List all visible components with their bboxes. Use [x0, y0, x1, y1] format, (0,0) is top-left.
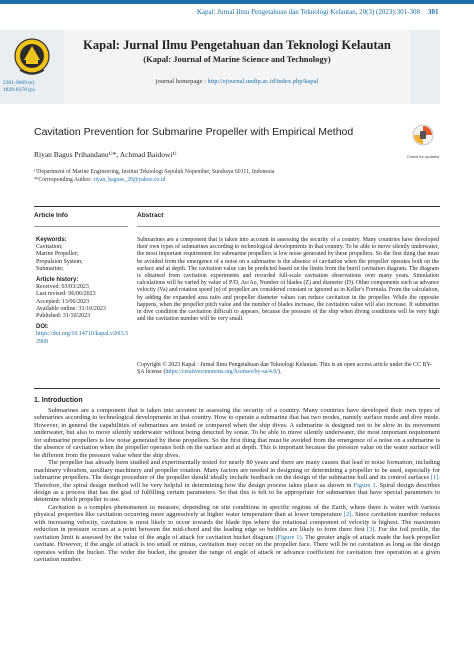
- homepage-label: journal homepage :: [155, 78, 208, 85]
- doi-link[interactable]: https://doi.org/10.14710/kapal.v20i3.52960: [36, 331, 129, 345]
- figure-link[interactable]: Figure 1: [353, 481, 376, 489]
- history-item: Last revised: 06/06/2023: [36, 291, 96, 298]
- history-item: Accepted: 13/06/2023: [36, 298, 90, 305]
- intro-text: . The greater angle of attack made the back propeller cavitate. However, if the angle of attack is too small or minus, cavitation may occur on the propeller face. There will be no cavitation as long as the design operates within the bucket. The wider the bucket, the greater the range of angle of attack or advance coefficient for cavitation free operation at a given cavitation number.: [34, 533, 440, 564]
- keyword-item: Cavitation;: [36, 244, 63, 251]
- citation-link[interactable]: [1]: [430, 474, 439, 482]
- copyright-end: ).: [277, 369, 282, 376]
- affiliation: ¹⁾Department of Marine Engineering, Institut Teknologi Sepuluh Nopember, Surabaya 60111, Indonesia: [34, 169, 275, 175]
- check-for-updates-label: Check for updates: [406, 154, 440, 159]
- keywords-label: Keywords:: [36, 237, 67, 243]
- corresponding-label: *⁾Corresponding Author:: [34, 177, 94, 183]
- corresponding-email-link[interactable]: riyan_bagoes_20@yahoo.co.id: [93, 177, 166, 183]
- citation-link[interactable]: [3]: [366, 526, 375, 534]
- keyword-item: Marine Propeller;: [36, 251, 79, 258]
- history-item: Published: 31/10/2023: [36, 313, 91, 320]
- check-for-updates-icon[interactable]: [412, 124, 434, 154]
- logo-block: [0, 30, 64, 104]
- intro-text: . Since cavitation number reduces with increasing velocity, cavitation is most likely to occur towards the blade tips where the rotational component of velocity is highest. The maximum reduction in pressure occurs at a point between the mid-chord and the leading edge so bubbles are likely to form there first: [34, 511, 440, 534]
- journal-masthead: [0, 30, 474, 104]
- article-authors: Riyan Bagus Prihandanu¹⁾*, Achmad Baidowi¹⁾: [34, 150, 177, 159]
- copyright-notice: [137, 362, 439, 376]
- info-underline: [34, 226, 128, 227]
- intro-paragraph: Submarines are a component that is taken into account in assessing the security of a country. Many countries have developed their own types of submarines according to technological developments in that country. How to operate a submarine that has two modes, namely surface mode and dive mode. However, in general the capabilities of submarines are tested or compared when the ship dives. A submarine is designed not to be slow in its movement underwater, but also to move silently underwater without being detected by sonar. To be able to move silently underwater, the most important requirement for submarine propellers is low noise generated by these propellers. So the first thing that must be avoided from the emergence of a noise on a submarine is the absence of cavitation when the propeller operates both on the surface and at depth. This is important because the pressure value on the water surface will be different from the pressure value when the ship dives.: [34, 407, 440, 459]
- article-info-panel: [36, 237, 131, 346]
- masthead-right-panel: [410, 30, 440, 104]
- section-bottom-rule: [34, 388, 440, 389]
- intro-text: The propeller has already been studied and experimentally tested for nearly 80 years and there are many causes that lead to noise formation, including machinery vibration, auxiliary machinery and propeller rotation. Many factors are needed in designing or determining a propeller to be used, especially for submarine propellers. The design procedure of the propeller should ideally include feedback on the design of the submarine hull and its control surfaces: [34, 459, 440, 482]
- license-link[interactable]: https://creativecommons.org/licenses/by-sa/4.0/: [165, 369, 278, 376]
- intro-text: . For the foil profile, the cavitation limit is assessed by the value of the angle of attack for cavitation bucket diagram: [34, 526, 440, 541]
- author-affiliations: [34, 168, 434, 184]
- running-head: Kapal: Jurnal Ilmu Pengetahuan dan Teknologi Kelautan, 20(3) (2023):301-308: [196, 8, 420, 16]
- history-item: Available online: 31/10/2023: [36, 305, 106, 312]
- journal-homepage: [64, 78, 410, 85]
- copyright-text: Copyright © 2023 Kapal : Jurnal Ilmu Pengetahuan dan Teknologi Kelautan. This is an open access article under the CC BY-SA license (: [137, 362, 432, 376]
- section-top-rule: [34, 206, 440, 207]
- abstract-text: Submarines are a component that is taken into account in assessing the security of a country. Many countries have developed their own types of submarines according to technological developments in that country. To be able to move silently underwater, the most important requirement for submarine propellers is low noise generated by these propellers. So the first thing that must be avoided from the emergence of a noise on a submarine is the absence of cavitation when the propeller operates both on the surface and at depth. The cavitation value can be predicted based on the limits from the burril cavitation diagram. The diagram is obtained from cavitation experiments and recorded full-scale cavitation observations over many years. Simulation calculations will be varied by value of P/D, Ae/Ao, Number of blades (Z) and diameter (D). Other components such as advance velocity (Va) and rotation speed (n) of propeller are considered constant or ignored as in Keller's Formula. From the calculation, by adding the expanded area ratio and propeller diameter values can reduce cavitation in the propeller. While the opposite happens, when the propeller pitch value and the number of blades increase, the cavitation value will also increase. If submarine in dive condition the cavitation difficult to appears, because the pressure of the ship when diving conditions will be very high and the cavitation number will be very small.: [137, 237, 439, 323]
- doi-label: DOI:: [36, 324, 49, 331]
- running-header: [0, 0, 474, 22]
- citation-link[interactable]: [2]: [343, 511, 352, 519]
- keyword-item: Submarine;: [36, 265, 64, 272]
- masthead-center: [64, 30, 410, 104]
- homepage-link[interactable]: http://ejournal.undip.ac.id/index.php/kapal: [207, 78, 319, 85]
- intro-paragraph: [34, 504, 440, 564]
- journal-title: Kapal: Jurnal Ilmu Pengetahuan dan Teknologi Kelautan: [83, 38, 391, 52]
- abstract-heading: Abstract: [137, 212, 164, 219]
- history-label: Article history:: [36, 277, 79, 284]
- abstract-underline: [137, 226, 440, 227]
- issn-print: 1829-8370 (p): [3, 87, 35, 93]
- intro-text: . Spiral design describes design as a process that has the goal of fulfilling certain parameters. So that this is felt to be appropriate for submarines that have special parameters to determine which propeller to use.: [34, 481, 440, 504]
- intro-paragraph: [34, 459, 440, 504]
- issn-electronic: 2301-9069 (e): [3, 80, 35, 86]
- figure-link[interactable]: (Figure 1): [275, 533, 302, 541]
- article-title: Cavitation Prevention for Submarine Propeller with Empirical Method: [34, 126, 354, 138]
- corresponding-author: [34, 176, 434, 184]
- journal-subtitle: (Kapal: Journal of Marine Science and Technology): [143, 54, 331, 64]
- introduction-body: [34, 407, 440, 564]
- header-accent-bar: [0, 0, 474, 4]
- university-seal-icon: [12, 36, 52, 78]
- intro-text: Cavitation is a complex phenomenon to measure, depending on site conditions in specific regions of the Earth, where there is water with various physical properties like cavitation occurring more aggressively at higher water temperature than at lower temperature: [34, 503, 440, 519]
- issn-block: [3, 80, 63, 94]
- introduction-heading: 1. Introduction: [34, 397, 83, 404]
- history-item: Received: 03/03/2023: [36, 284, 89, 291]
- page-number: 301: [428, 8, 439, 16]
- intro-text: . Therefore, the spiral design method will be very helpful in determining how the design process takes place as shown in: [34, 474, 440, 489]
- keyword-item: Propulsion System;: [36, 258, 83, 265]
- article-info-heading: Article Info: [34, 212, 68, 219]
